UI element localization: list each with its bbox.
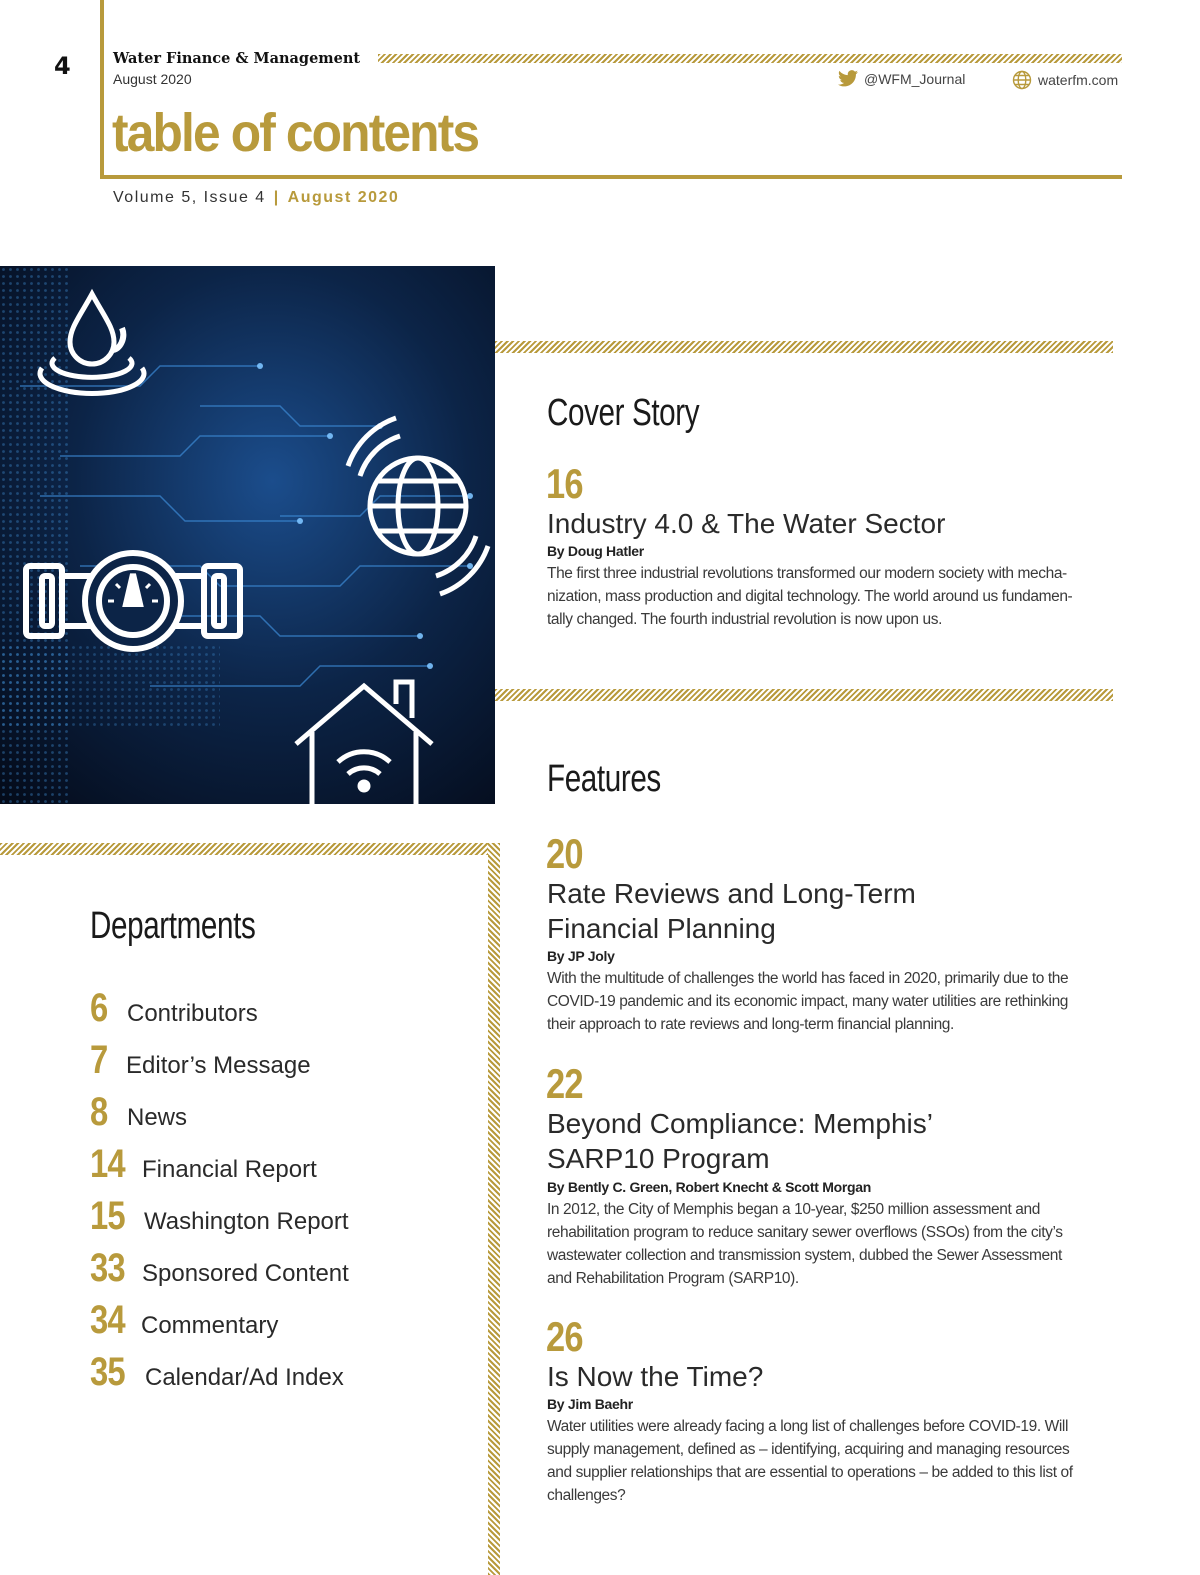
website-url: waterfm.com	[1038, 72, 1119, 88]
department-page: 34	[90, 1298, 125, 1342]
department-item[interactable]	[90, 1142, 480, 1194]
features-divider	[495, 689, 1113, 701]
features-heading: Features	[547, 758, 661, 800]
globe-icon	[1012, 70, 1032, 90]
volume-separator: |	[273, 189, 280, 206]
feature-page-26[interactable]: 26	[546, 1313, 583, 1360]
department-item[interactable]	[90, 1298, 480, 1350]
feature-title-rate-reviews[interactable]	[547, 876, 1107, 946]
feature-description	[547, 1198, 1125, 1290]
desc-line: With the multitude of challenges the world has faced in 2020, primarily due to the	[547, 970, 1069, 987]
volume-line	[113, 189, 399, 207]
department-page: 6	[90, 986, 108, 1030]
title-line: SARP10 Program	[547, 1143, 770, 1174]
cover-story-heading: Cover Story	[547, 392, 700, 434]
feature-title-beyond-compliance[interactable]	[547, 1106, 1107, 1176]
cover-story-divider	[495, 341, 1113, 353]
twitter-link[interactable]	[838, 70, 965, 87]
issue-date: August 2020	[113, 71, 192, 87]
department-label: Commentary	[141, 1312, 279, 1339]
desc-line: tally changed. The fourth industrial revolution is now upon us.	[547, 611, 942, 628]
feature-byline: By Bently C. Green, Robert Knecht & Scott Morgan	[547, 1179, 871, 1195]
desc-line: rehabilitation program to reduce sanitary sewer overflows (SSOs) from the city’s	[547, 1224, 1063, 1241]
volume-date: August 2020	[287, 189, 400, 206]
desc-line: The first three industrial revolutions transformed our modern society with mecha-	[547, 565, 1067, 582]
department-page: 14	[90, 1142, 125, 1186]
department-page: 8	[90, 1090, 108, 1134]
department-page: 15	[90, 1194, 125, 1238]
header-hatch-divider	[378, 54, 1122, 63]
departments-top-border	[0, 843, 496, 855]
feature-page-20[interactable]: 20	[546, 830, 583, 877]
departments-list	[90, 986, 480, 1402]
department-label: Calendar/Ad Index	[145, 1364, 344, 1391]
feature-title-is-now-the-time[interactable]	[547, 1359, 1107, 1394]
feature-page-22[interactable]: 22	[546, 1060, 583, 1107]
department-label: Sponsored Content	[142, 1260, 349, 1287]
title-line: Is Now the Time?	[547, 1361, 764, 1392]
magazine-name: Water Finance & Management	[113, 50, 361, 67]
title-line: Rate Reviews and Long-Term	[547, 878, 916, 909]
desc-line: challenges?	[547, 1487, 626, 1504]
department-label: Washington Report	[144, 1208, 349, 1235]
page-title: table of contents	[112, 103, 479, 163]
desc-line: COVID-19 pandemic and its economic impact, many water utilities are rethinking	[547, 993, 1069, 1010]
department-label: Financial Report	[142, 1156, 317, 1183]
department-item[interactable]	[90, 1090, 480, 1142]
cover-story-page[interactable]: 16	[546, 460, 583, 507]
desc-line: and supplier relationships that are essential to operations – be added to this list of	[547, 1464, 1073, 1481]
header-vertical-rule	[100, 0, 104, 178]
cover-story-description	[547, 562, 1125, 631]
department-item[interactable]	[90, 986, 480, 1038]
website-link[interactable]	[1012, 70, 1118, 90]
department-label: Contributors	[127, 1000, 258, 1027]
feature-byline: By JP Joly	[547, 948, 615, 964]
header-horizontal-rule	[100, 175, 1122, 179]
desc-line: their approach to rate reviews and long-term financial planning.	[547, 1016, 954, 1033]
department-page: 7	[90, 1038, 108, 1082]
title-line: Beyond Compliance: Memphis’	[547, 1108, 933, 1139]
desc-line: and Rehabilitation Program (SARP10).	[547, 1270, 799, 1287]
desc-line: supply management, defined as – identifying, acquiring and managing resources	[547, 1441, 1070, 1458]
title-line: Financial Planning	[547, 913, 776, 944]
department-item[interactable]	[90, 1350, 480, 1402]
volume-issue: Volume 5, Issue 4	[113, 189, 266, 206]
department-item[interactable]	[90, 1194, 480, 1246]
twitter-handle: @WFM_Journal	[864, 70, 966, 87]
departments-heading: Departments	[90, 905, 256, 947]
feature-description	[547, 1415, 1125, 1507]
desc-line: Water utilities were already facing a long list of challenges before COVID-19. Will	[547, 1418, 1069, 1435]
department-item[interactable]	[90, 1038, 480, 1090]
desc-line: wastewater collection and transmission system, dubbed the Sewer Assessment	[547, 1247, 1062, 1264]
feature-byline: By Jim Baehr	[547, 1396, 633, 1412]
department-label: News	[127, 1104, 188, 1131]
cover-image	[0, 266, 495, 804]
department-page: 35	[90, 1350, 125, 1394]
twitter-icon	[838, 70, 858, 87]
feature-description	[547, 967, 1125, 1036]
desc-line: In 2012, the City of Memphis began a 10-year, $250 million assessment and	[547, 1201, 1040, 1218]
cover-story-byline: By Doug Hatler	[547, 543, 644, 559]
desc-line: nization, mass production and digital technology. The world around us fundamen-	[547, 588, 1073, 605]
departments-side-border	[488, 843, 500, 1575]
page-number: 4	[54, 52, 71, 80]
department-label: Editor’s Message	[126, 1052, 311, 1079]
cover-story-title[interactable]: Industry 4.0 & The Water Sector	[547, 508, 946, 539]
department-page: 33	[90, 1246, 125, 1290]
department-item[interactable]	[90, 1246, 480, 1298]
